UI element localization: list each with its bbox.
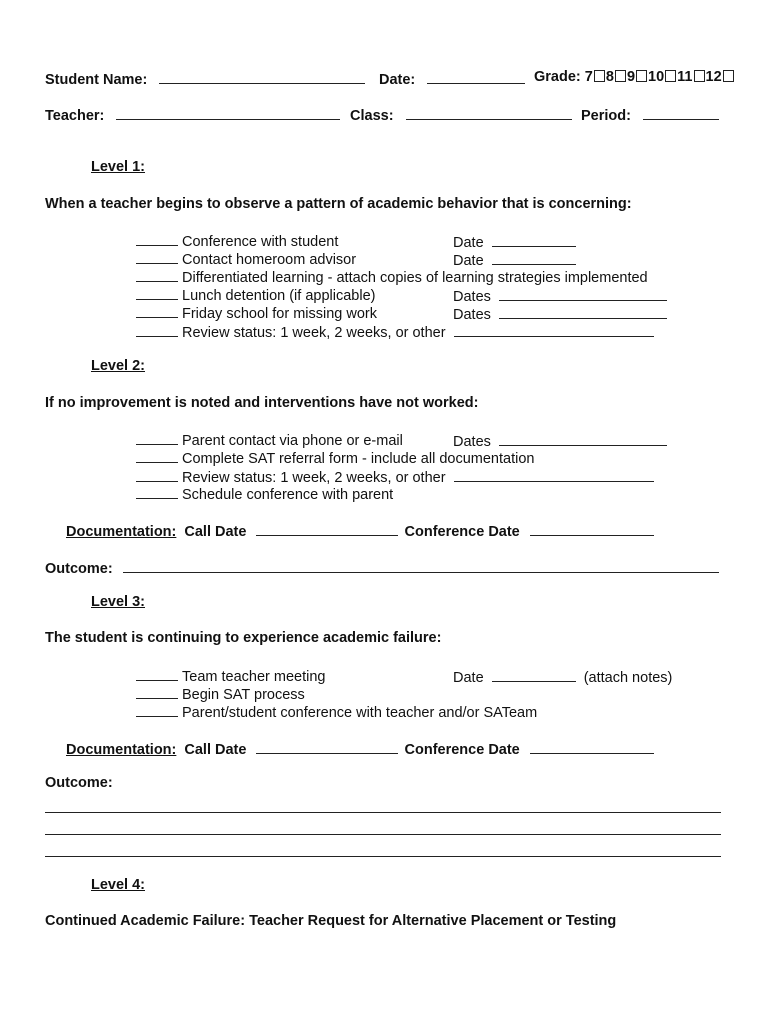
- item-label: Contact homeroom advisor: [182, 252, 357, 268]
- grade-8-checkbox[interactable]: [615, 70, 626, 82]
- call-date-label: Call Date: [184, 742, 247, 758]
- attach-notes-text: (attach notes): [583, 670, 673, 686]
- level1-item-1-date: [453, 232, 576, 251]
- grade-8: 8: [605, 69, 614, 85]
- period-row: [581, 105, 719, 124]
- level2-item-4: [136, 485, 393, 503]
- grade-11: 11: [677, 69, 693, 85]
- item-blank[interactable]: [136, 468, 178, 482]
- level3-documentation-row: [66, 739, 654, 758]
- level1-item-2-date: [453, 250, 576, 269]
- date-label: Date: [453, 670, 484, 686]
- date-label: Date:: [379, 72, 416, 88]
- teacher-row: [45, 105, 340, 124]
- level1-item-2: [136, 250, 356, 268]
- level1-item-4: [136, 286, 375, 304]
- dates-label: Dates: [453, 307, 491, 323]
- level4-title: Level 4:: [91, 877, 145, 893]
- grade-label: Grade:: [534, 69, 581, 85]
- item-label: Review status: 1 week, 2 weeks, or other: [182, 325, 446, 341]
- item-blank[interactable]: [136, 485, 178, 499]
- outcome-field[interactable]: [123, 558, 719, 573]
- class-field[interactable]: [406, 105, 572, 120]
- dates-field[interactable]: [499, 304, 667, 319]
- dates-field[interactable]: [499, 431, 667, 446]
- level3-item-2: [136, 685, 305, 703]
- class-row: [350, 105, 572, 124]
- item-label: Lunch detention (if applicable): [182, 288, 376, 304]
- level2-item-3: [136, 467, 654, 486]
- item-blank[interactable]: [136, 232, 178, 246]
- level1-item-5: [136, 304, 377, 322]
- item-label: Review status: 1 week, 2 weeks, or other: [182, 470, 446, 486]
- date-row: [379, 69, 525, 88]
- level1-item-4-dates: [453, 286, 667, 305]
- grade-9-checkbox[interactable]: [636, 70, 647, 82]
- dates-label: Dates: [453, 289, 491, 305]
- conference-date-field[interactable]: [530, 521, 654, 536]
- date-field[interactable]: [492, 667, 576, 682]
- outcome-label: Outcome:: [45, 561, 113, 577]
- level1-item-6: [136, 322, 654, 341]
- level2-item-1: [136, 431, 403, 449]
- teacher-field[interactable]: [116, 105, 340, 120]
- dates-field[interactable]: [499, 286, 667, 301]
- level2-intro: If no improvement is noted and interventions have not worked:: [45, 395, 479, 411]
- date-label: Date: [453, 253, 484, 269]
- grade-7-checkbox[interactable]: [594, 70, 605, 82]
- item-blank[interactable]: [136, 667, 178, 681]
- conference-date-label: Conference Date: [404, 742, 520, 758]
- level4-intro: Continued Academic Failure: Teacher Request for Alternative Placement or Testing: [45, 913, 617, 929]
- grade-7: 7: [584, 69, 593, 85]
- call-date-label: Call Date: [184, 524, 247, 540]
- grade-11-checkbox[interactable]: [694, 70, 705, 82]
- level3-title: Level 3:: [91, 594, 145, 610]
- date-label: Date: [453, 235, 484, 251]
- item-blank[interactable]: [136, 431, 178, 445]
- student-name-field[interactable]: [159, 69, 365, 84]
- outcome-line-2[interactable]: [45, 834, 721, 835]
- other-field[interactable]: [454, 322, 654, 337]
- item-blank[interactable]: [136, 323, 178, 337]
- documentation-label: Documentation:: [66, 742, 177, 758]
- level3-intro: The student is continuing to experience academic failure:: [45, 630, 442, 646]
- level2-item-2: [136, 449, 534, 467]
- other-field[interactable]: [454, 467, 654, 482]
- level1-item-1: [136, 232, 338, 250]
- period-field[interactable]: [643, 105, 719, 120]
- item-label: Schedule conference with parent: [182, 487, 394, 503]
- item-label: Parent/student conference with teacher and/or SATeam: [182, 705, 538, 721]
- grade-12: 12: [705, 69, 722, 85]
- item-label: Parent contact via phone or e-mail: [182, 433, 403, 449]
- date-field[interactable]: [427, 69, 525, 84]
- grade-10-checkbox[interactable]: [665, 70, 676, 82]
- item-label: Begin SAT process: [182, 687, 305, 703]
- conference-date-label: Conference Date: [404, 524, 520, 540]
- level3-outcome-label: Outcome:: [45, 775, 113, 791]
- outcome-line-1[interactable]: [45, 812, 721, 813]
- level2-outcome-row: [45, 558, 719, 577]
- level1-item-3: [136, 268, 648, 286]
- item-blank[interactable]: [136, 286, 178, 300]
- level3-item-1: [136, 667, 325, 685]
- call-date-field[interactable]: [256, 739, 398, 754]
- grade-10: 10: [648, 69, 665, 85]
- level1-title: Level 1:: [91, 159, 145, 175]
- item-label: Conference with student: [182, 234, 339, 250]
- call-date-field[interactable]: [256, 521, 398, 536]
- level2-title: Level 2:: [91, 358, 145, 374]
- item-label: Differentiated learning - attach copies of learning strategies implemented: [182, 270, 648, 286]
- teacher-label: Teacher:: [45, 108, 105, 124]
- item-blank[interactable]: [136, 268, 178, 282]
- item-label: Friday school for missing work: [182, 306, 377, 322]
- outcome-line-3[interactable]: [45, 856, 721, 857]
- class-label: Class:: [350, 108, 394, 124]
- grade-row: [534, 69, 735, 85]
- grade-12-checkbox[interactable]: [723, 70, 734, 82]
- item-blank[interactable]: [136, 449, 178, 463]
- item-blank[interactable]: [136, 250, 178, 264]
- student-name-label: Student Name:: [45, 72, 148, 88]
- item-blank[interactable]: [136, 703, 178, 717]
- item-blank[interactable]: [136, 685, 178, 699]
- student-name-row: [45, 69, 365, 88]
- item-label: Complete SAT referral form - include all documentation: [182, 451, 535, 467]
- date-field[interactable]: [492, 232, 576, 247]
- item-blank[interactable]: [136, 304, 178, 318]
- period-label: Period:: [581, 108, 631, 124]
- level2-item-1-dates: [453, 431, 667, 450]
- documentation-label: Documentation:: [66, 524, 177, 540]
- item-label: Team teacher meeting: [182, 669, 326, 685]
- conference-date-field[interactable]: [530, 739, 654, 754]
- level2-documentation-row: [66, 521, 654, 540]
- grade-9: 9: [626, 69, 636, 85]
- level3-item-3: [136, 703, 537, 721]
- date-field[interactable]: [492, 250, 576, 265]
- level1-item-5-dates: [453, 304, 667, 323]
- level1-intro: When a teacher begins to observe a pattern of academic behavior that is concerning:: [45, 196, 632, 212]
- dates-label: Dates: [453, 434, 491, 450]
- level3-item-1-date: [453, 667, 672, 686]
